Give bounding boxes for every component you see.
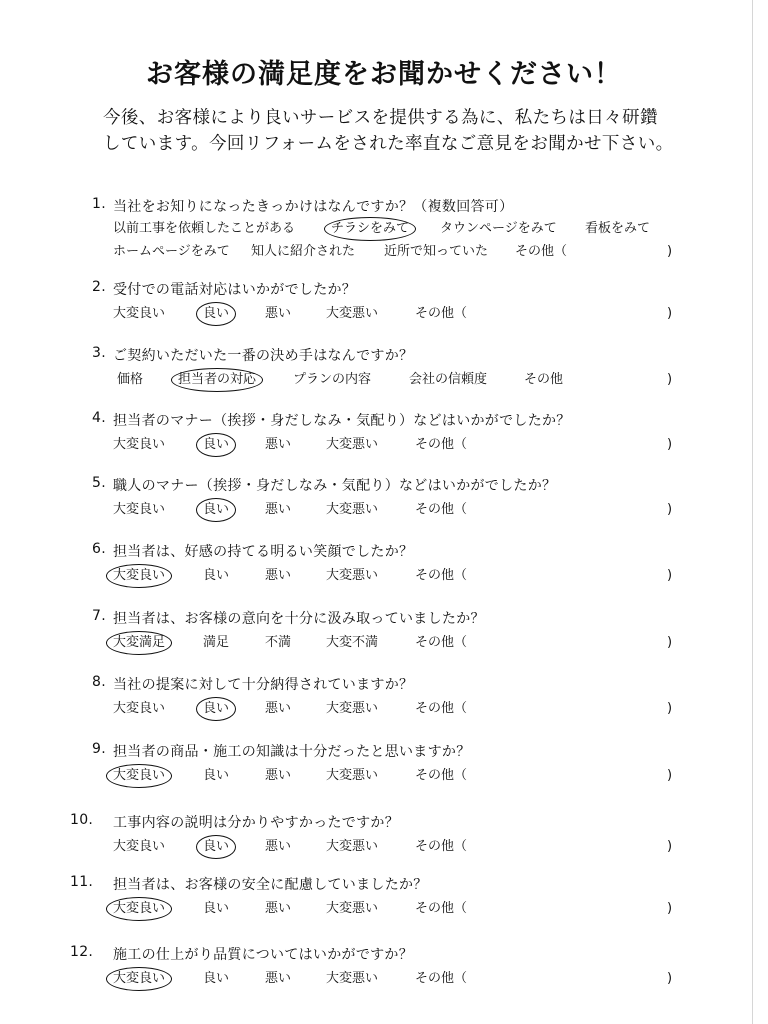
question-number: 1. bbox=[92, 196, 106, 212]
question-12 bbox=[0, 944, 752, 1004]
option[interactable]: 悪い bbox=[265, 701, 292, 716]
option-selected[interactable]: 良い bbox=[196, 498, 236, 522]
question-text: ご契約いただいた一番の決め手はなんですか？ bbox=[113, 348, 414, 364]
close-paren: ) bbox=[667, 701, 673, 716]
option-selected[interactable]: 大変満足 bbox=[106, 631, 172, 655]
question-text: 担当者は、好感の持てる明るい笑顔でしたか？ bbox=[113, 544, 414, 560]
option-selected[interactable]: チラシをみて bbox=[324, 217, 416, 241]
option[interactable]: 価格 bbox=[117, 372, 144, 387]
question-number: 10. bbox=[70, 812, 94, 828]
option[interactable]: 良い bbox=[203, 901, 230, 916]
close-paren: ) bbox=[667, 502, 673, 517]
close-paren: ) bbox=[667, 768, 673, 783]
close-paren: ) bbox=[667, 306, 673, 321]
option[interactable]: その他（ bbox=[415, 901, 468, 916]
close-paren: ) bbox=[667, 839, 673, 854]
question-text: 担当者の商品・施工の知識は十分だったと思いますか？ bbox=[113, 744, 471, 760]
question-text: 職人のマナー（挨拶・身だしなみ・気配り）などはいかがでしたか？ bbox=[113, 478, 557, 494]
option[interactable]: その他（ bbox=[415, 768, 468, 783]
option[interactable]: 大変悪い bbox=[326, 839, 379, 854]
option[interactable]: ホームページをみて bbox=[113, 244, 230, 259]
question-11 bbox=[0, 874, 752, 934]
option-selected[interactable]: 良い bbox=[196, 835, 236, 859]
option[interactable]: その他（ bbox=[515, 244, 568, 259]
close-paren: ) bbox=[667, 437, 673, 452]
option[interactable]: 悪い bbox=[265, 768, 292, 783]
option[interactable]: 大変悪い bbox=[326, 502, 379, 517]
question-number: 11. bbox=[70, 874, 94, 890]
option[interactable]: 大変不満 bbox=[326, 635, 379, 650]
option[interactable]: その他 bbox=[524, 372, 564, 387]
option[interactable]: 悪い bbox=[265, 901, 292, 916]
option[interactable]: 大変悪い bbox=[326, 437, 379, 452]
page-edge-line bbox=[752, 0, 753, 1024]
close-paren: ) bbox=[667, 372, 673, 387]
option[interactable]: 悪い bbox=[265, 502, 292, 517]
option[interactable]: 大変悪い bbox=[326, 971, 379, 986]
option-selected[interactable]: 大変良い bbox=[106, 764, 172, 788]
option[interactable]: 不満 bbox=[265, 635, 292, 650]
option[interactable]: 悪い bbox=[265, 971, 292, 986]
question-text: 当社の提案に対して十分納得されていますか？ bbox=[113, 677, 414, 693]
option[interactable]: 大変悪い bbox=[326, 306, 379, 321]
option[interactable]: 悪い bbox=[265, 839, 292, 854]
option[interactable]: その他（ bbox=[415, 502, 468, 517]
question-4 bbox=[0, 410, 752, 470]
question-3 bbox=[0, 345, 752, 405]
option[interactable]: その他（ bbox=[415, 635, 468, 650]
question-9 bbox=[0, 741, 752, 801]
option[interactable]: 大変良い bbox=[113, 437, 166, 452]
question-6 bbox=[0, 541, 752, 601]
close-paren: ) bbox=[667, 635, 673, 650]
question-text: 当社をお知りになったきっかけはなんですか？（複数回答可） bbox=[113, 199, 514, 215]
close-paren: ) bbox=[667, 901, 673, 916]
option-selected[interactable]: 大変良い bbox=[106, 897, 172, 921]
question-8 bbox=[0, 674, 752, 734]
option[interactable]: 看板をみて bbox=[585, 221, 651, 236]
question-2 bbox=[0, 279, 752, 339]
option[interactable]: その他（ bbox=[415, 568, 468, 583]
option[interactable]: プランの内容 bbox=[293, 372, 372, 387]
option[interactable]: 以前工事を依頼したことがある bbox=[113, 221, 296, 236]
question-text: 担当者のマナー（挨拶・身だしなみ・気配り）などはいかがでしたか？ bbox=[113, 413, 571, 429]
option[interactable]: 満足 bbox=[203, 635, 230, 650]
option[interactable]: 良い bbox=[203, 568, 230, 583]
option[interactable]: その他（ bbox=[415, 437, 468, 452]
option-selected[interactable]: 大変良い bbox=[106, 564, 172, 588]
question-10 bbox=[0, 812, 752, 872]
option[interactable]: タウンページをみて bbox=[440, 221, 557, 236]
intro-line-1: 今後、お客様により良いサービスを提供する為に、私たちは日々研鑽 bbox=[103, 108, 658, 128]
option-selected[interactable]: 大変良い bbox=[106, 967, 172, 991]
question-number: 9. bbox=[92, 741, 106, 757]
question-text: 受付での電話対応はいかがでしたか？ bbox=[113, 282, 357, 298]
question-1 bbox=[0, 196, 752, 259]
question-number: 2. bbox=[92, 279, 106, 295]
close-paren: ) bbox=[667, 568, 673, 583]
option[interactable]: 大変良い bbox=[113, 839, 166, 854]
option[interactable]: 良い bbox=[203, 768, 230, 783]
page-title: お客様の満足度をお聞かせください！ bbox=[146, 59, 622, 90]
option[interactable]: その他（ bbox=[415, 839, 468, 854]
option[interactable]: 大変良い bbox=[113, 502, 166, 517]
option-selected[interactable]: 良い bbox=[196, 433, 236, 457]
option[interactable]: その他（ bbox=[415, 971, 468, 986]
question-number: 6. bbox=[92, 541, 106, 557]
option[interactable]: 大変悪い bbox=[326, 901, 379, 916]
option[interactable]: 良い bbox=[203, 971, 230, 986]
question-number: 5. bbox=[92, 475, 106, 491]
question-number: 8. bbox=[92, 674, 106, 690]
question-number: 3. bbox=[92, 345, 106, 361]
close-paren: ) bbox=[667, 244, 673, 259]
option[interactable]: 大変悪い bbox=[326, 568, 379, 583]
question-text: 工事内容の説明は分かりやすかったですか？ bbox=[113, 815, 399, 831]
option[interactable]: その他（ bbox=[415, 306, 468, 321]
option[interactable]: 大変良い bbox=[113, 701, 166, 716]
option[interactable]: その他（ bbox=[415, 701, 468, 716]
close-paren: ) bbox=[667, 971, 673, 986]
option[interactable]: 大変悪い bbox=[326, 701, 379, 716]
question-text: 施工の仕上がり品質についてはいかがですか？ bbox=[113, 947, 414, 963]
question-text: 担当者は、お客様の意向を十分に汲み取っていましたか？ bbox=[113, 611, 485, 627]
question-text: 担当者は、お客様の安全に配慮していましたか？ bbox=[113, 877, 428, 893]
question-number: 7. bbox=[92, 608, 106, 624]
question-number: 12. bbox=[70, 944, 94, 960]
option[interactable]: 大変良い bbox=[113, 306, 166, 321]
option[interactable]: 悪い bbox=[265, 568, 292, 583]
question-7 bbox=[0, 608, 752, 668]
option[interactable]: 知人に紹介された bbox=[251, 244, 356, 259]
question-number: 4. bbox=[92, 410, 106, 426]
option-selected[interactable]: 良い bbox=[196, 302, 236, 326]
option-selected[interactable]: 担当者の対応 bbox=[171, 368, 263, 392]
option[interactable]: 悪い bbox=[265, 437, 292, 452]
option[interactable]: 悪い bbox=[265, 306, 292, 321]
option[interactable]: 会社の信頼度 bbox=[409, 372, 488, 387]
option-selected[interactable]: 良い bbox=[196, 697, 236, 721]
option[interactable]: 大変悪い bbox=[326, 768, 379, 783]
question-5 bbox=[0, 475, 752, 535]
option[interactable]: 近所で知っていた bbox=[384, 244, 489, 259]
intro-line-2: しています。今回リフォームをされた率直なご意見をお聞かせ下さい。 bbox=[103, 134, 674, 154]
